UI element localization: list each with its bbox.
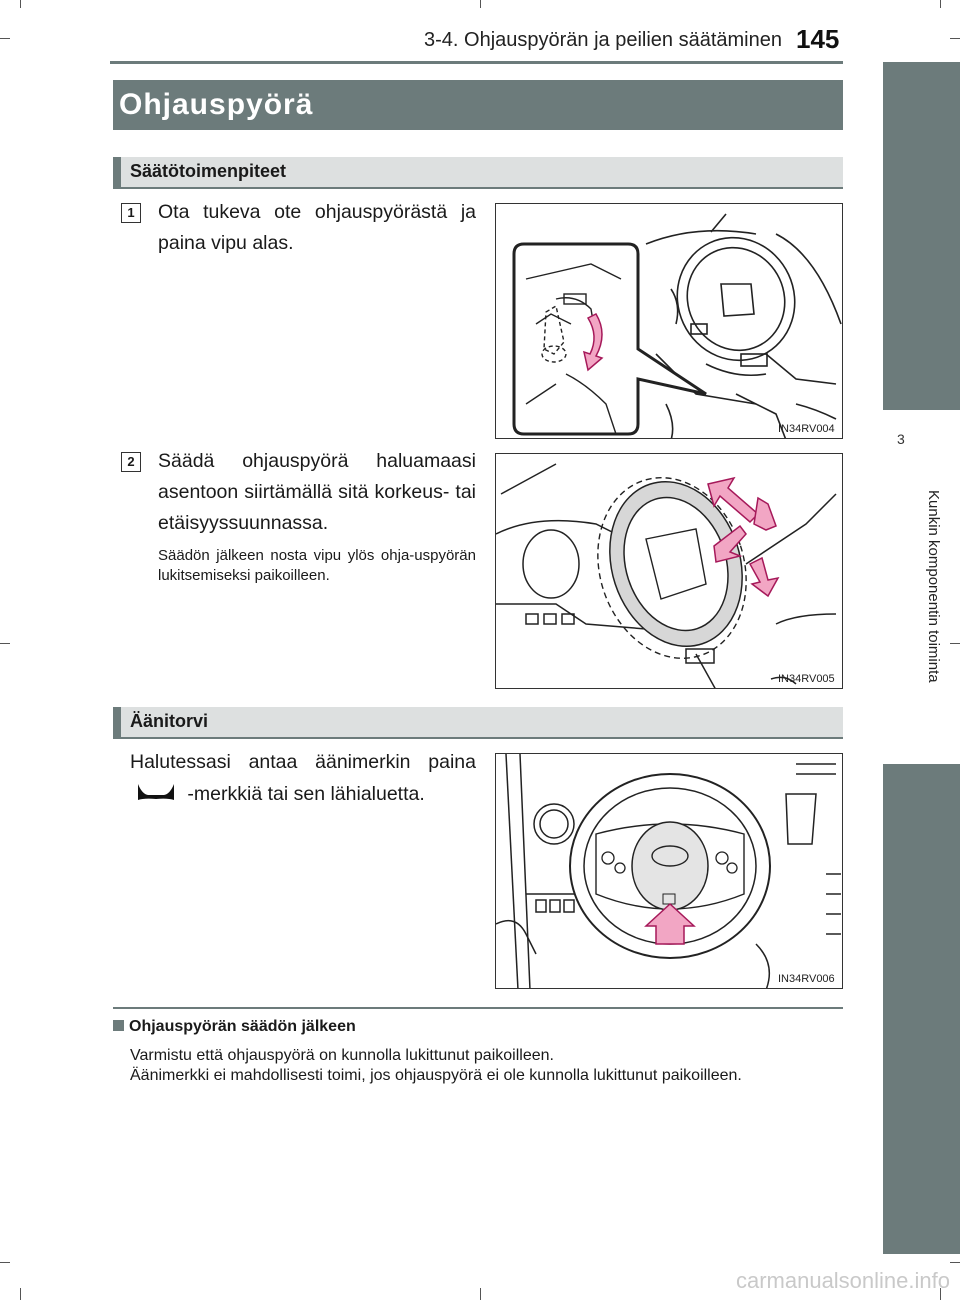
subheading-accent (113, 707, 121, 737)
crop-mark (950, 38, 960, 39)
step-number-1: 1 (121, 203, 141, 223)
crop-mark (950, 1262, 960, 1263)
note-line: Äänimerkki ei mahdollisesti toimi, jos ohjauspyörä ei ole kunnolla lukittunut paikoilleen. (130, 1067, 742, 1084)
horn-text-before: Halutessasi antaa äänimerkin paina (130, 751, 476, 773)
side-tab-divider (883, 394, 960, 410)
note-title: Ohjauspyörän säädön jälkeen (129, 1018, 356, 1035)
note-line: Varmistu että ohjauspyörä on kunnolla lukittunut paikoilleen. (130, 1047, 554, 1064)
subheading-accent (113, 157, 121, 187)
horn-icon (134, 782, 178, 804)
note-rule (113, 1007, 843, 1009)
section-title: Ohjauspyörä (113, 80, 843, 130)
step-2-text: Säädä ohjauspyörä haluamaasi asentoon siirtämällä sitä korkeus- tai etäisyyssuunnassa. (158, 450, 476, 534)
side-tab-upper (883, 62, 960, 394)
note-heading (113, 1018, 356, 1036)
side-chapter-name: Kunkin komponentin toiminta (925, 490, 942, 683)
subheading-horn (113, 707, 843, 739)
crop-mark (20, 0, 21, 8)
chapter-title: 3-4. Ohjauspyörän ja peilien säätäminen (424, 29, 782, 51)
figure-code: IN34RV006 (778, 973, 835, 985)
crop-mark (0, 38, 10, 39)
figure-code: IN34RV004 (778, 423, 835, 435)
horn-text-after: -merkkiä tai sen lähialuetta. (187, 783, 425, 805)
crop-mark (950, 643, 960, 644)
step-1-text: Ota tukeva ote ohjauspyörästä ja paina vipu alas. (158, 201, 476, 254)
wheel-adjust-illustration (496, 454, 843, 689)
horn-illustration (496, 754, 843, 989)
crop-mark (20, 1288, 21, 1300)
horn-text (130, 746, 476, 810)
crop-mark (480, 1288, 481, 1300)
side-chapter-number: 3 (897, 431, 905, 447)
crop-mark (480, 0, 481, 8)
note-square-icon (113, 1020, 124, 1031)
watermark: carmanualsonline.info (735, 1268, 950, 1293)
subheading-label: Äänitorvi (130, 711, 209, 731)
subheading-label: Säätötoimenpiteet (130, 161, 287, 181)
figure-code: IN34RV005 (778, 673, 835, 685)
note-body (130, 1046, 842, 1086)
figure-horn (495, 753, 843, 989)
lever-illustration (496, 204, 843, 439)
crop-mark (0, 1262, 10, 1263)
crop-mark (940, 0, 941, 8)
step-number-2: 2 (121, 452, 141, 472)
side-tab-lower (883, 764, 960, 1254)
step-2-note: Säädön jälkeen nosta vipu ylös ohja-uspyörän lukitsemiseksi paikoilleen. (158, 547, 476, 584)
crop-mark (0, 643, 10, 644)
figure-lever-release (495, 203, 843, 439)
header-rule (110, 61, 843, 64)
subheading-adjustment (113, 157, 843, 189)
page-number: 145 (796, 24, 840, 54)
figure-wheel-adjust (495, 453, 843, 689)
